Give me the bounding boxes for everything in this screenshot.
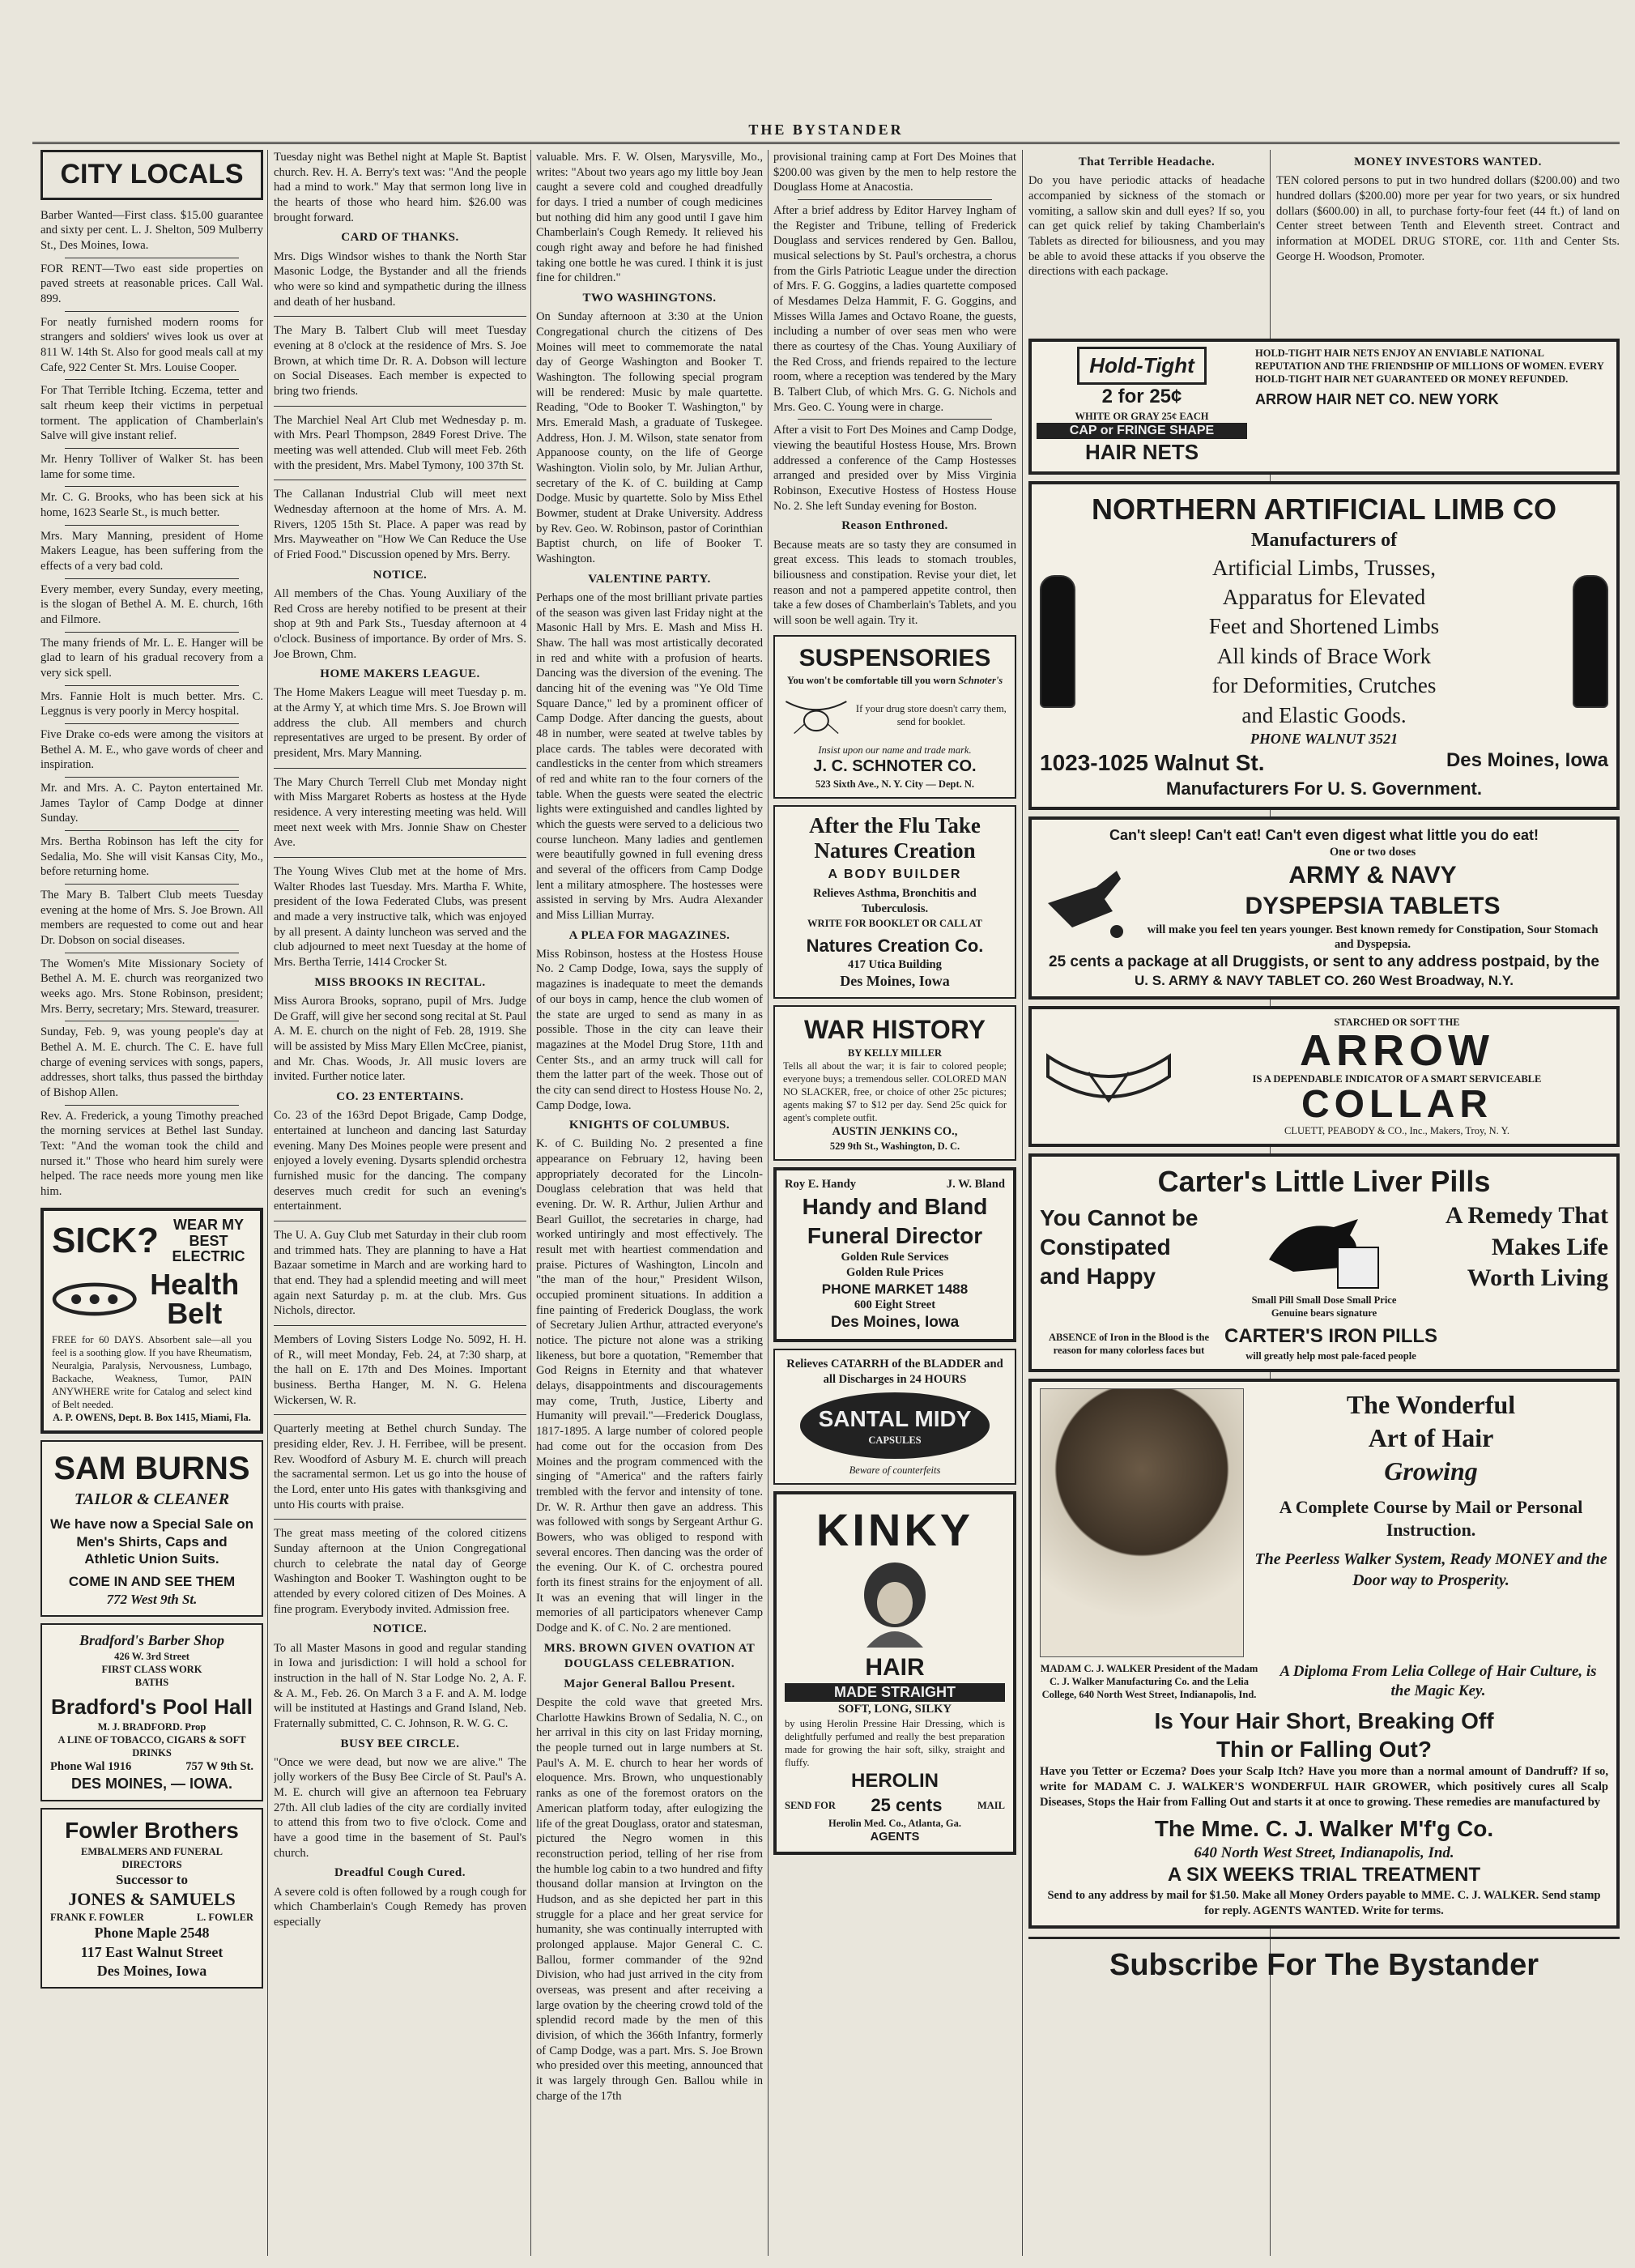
susp-sub: You won't be comfortable till you worn (786, 675, 956, 687)
army-title: ARMY & NAVY (1288, 861, 1457, 889)
northern-limb-ad (1028, 481, 1620, 810)
kinky-made: MADE STRAIGHT (785, 1683, 1005, 1702)
belt-title: SICK? (52, 1221, 159, 1261)
limb-sub: Manufacturers of (1250, 529, 1398, 551)
reason-heading: Reason Enthroned. (841, 519, 948, 533)
holdtight-text: HOLD-TIGHT HAIR NETS ENJOY AN ENVIABLE NATIONAL REPUTATION AND THE FRIENDSHIP OF MILLIONS OF WOMEN. EVERY HOLD-TIGHT HAIR NET GUARANTEED OR MONEY REFUNDED. (1255, 347, 1604, 385)
city-locals-header: CITY LOCALS (40, 150, 263, 200)
war-history-ad (773, 1005, 1016, 1161)
walker-address: 640 North West Street, Indianapolis, Ind. (1194, 1844, 1454, 1862)
limb-mfr: Manufacturers For U. S. Government. (1166, 778, 1482, 799)
article-text: The great mass meeting of the colored citizens Sunday afternoon at the Union Congregational church to celebrate the natal day of George Washington and Booker T. Washington ought to be attended by every colored citizen of Des Moines. A fine program. Everybody invited. Admission free. (274, 1527, 526, 1616)
divider (274, 1414, 526, 1415)
holdtight-price: 2 for 25¢ (1101, 386, 1182, 408)
war-author: BY KELLY MILLER (847, 1047, 942, 1059)
carter-right-2: Makes Life (1491, 1233, 1608, 1260)
article-text: "Once we were dead, but now we are alive." The jolly workers of the Busy Bee Circle of St. Paul's A. M. E. church will give an afternoon tea February 27th. All club ladies of the city are cordially invited to attend this from two to five o'clock. Come and have a good time in the basement of St. Paul's church. (274, 1755, 526, 1860)
limb-line-3: Feet and Shortened Limbs (1208, 614, 1440, 639)
natures-creation-ad (773, 805, 1016, 1000)
divider (798, 199, 992, 200)
funeral-director-ad (773, 1167, 1016, 1342)
holdtight-white: WHITE OR GRAY 25¢ EACH (1075, 410, 1209, 422)
susp-insist: Insist upon our name and trade mark. (818, 744, 972, 757)
article-heading: Dreadful Cough Cured. (334, 1866, 466, 1880)
local-item: After a visit to Fort Des Moines and Camp Dodge, viewing the beautiful Hostess House, Mrs. Brown addressed a conference of the Camp Hostesses arranged and presided over by Miss Virginia Robinson, Executive Hostess of Hostess House No. 2. She left Sunday evening for Boston. (773, 424, 1016, 513)
column-5-top (1028, 150, 1265, 336)
divider (65, 578, 239, 579)
santal-top: Relieves CATARRH of the BLADDER and all Discharges in 24 HOURS (786, 1358, 1003, 1387)
article-heading: MISS BROOKS IN RECITAL. (314, 975, 486, 989)
article-text: A severe cold is often followed by a rough cough for which Chamberlain's Cough Remedy has proven especially (274, 1885, 526, 1929)
war-address: 529 9th St., Washington, D. C. (829, 1140, 960, 1153)
santal-caps: CAPSULES (868, 1434, 922, 1446)
limb-line-5: for Deformities, Crutches (1211, 673, 1437, 698)
column-2-articles (274, 150, 526, 1930)
kinky-title: KINKY (815, 1503, 974, 1555)
walker-q1: Is Your Hair Short, Breaking Off (1154, 1707, 1494, 1733)
local-item: Mr. C. G. Brooks, who has been sick at his home, 1623 Searle St., is much better. (40, 491, 263, 519)
article-text: Co. 23 of the 163rd Depot Brigade, Camp Dodge, entertained at luncheon and dancing last Saturday evening. Many Des Moines people were present and enjoyed a lovely evening. Dysarts splendid orchestra furnished music for the dancing. The company deserves much credit for such an evening's entertainment. (274, 1109, 526, 1213)
local-item: Every member, every Sunday, every meeting, is the slogan of Bethel A. M. E. church, 16th and Filmore. (40, 582, 263, 626)
artificial-leg-icon (1573, 575, 1608, 708)
limb-line-2: Apparatus for Elevated (1222, 584, 1426, 609)
article-heading: MRS. BROWN GIVEN OVATION AT DOUGLASS CELEBRATION. (543, 1641, 756, 1670)
sam-burns-ad (40, 1440, 263, 1617)
bradford-prop: M. J. BRADFORD. Prop (97, 1721, 207, 1733)
article-text: On Sunday afternoon at 3:30 at the Union Congregational church the citizens of Des Moines will meet to commemorate the natal day of George Washington and Booker T. Washington. The following special program will be rendered: Music by male quartette. Reading, "Ode to Booker T. Washington," by Mrs. Emerald Mash, a graduate of Tuskegee. Address, Hon. J. M. Wilson, state senator from Appanoose county, on the life of George Washington. Violin solo, by Mr. Julian Arthur, secretary of the K. of C. building at Camp Dodge. Music by quartette. Solo by Miss Ethel Bowmer, student at Drake University. Address by Rev. Geo. W. Robinson, pastor of Corinthian Baptist church, on life of Booker T. Washington. (536, 310, 763, 565)
right-ads (1028, 332, 1620, 2260)
army-title-2: DYSPEPSIA TABLETS (1245, 893, 1501, 920)
kinky-mail: MAIL (977, 1799, 1005, 1811)
arrow-maker: CLUETT, PEABODY & CO., Inc., Makers, Troy, N. Y. (1284, 1125, 1509, 1137)
local-item: FOR RENT—Two east side properties on paved streets at reasonable prices. Call Wal. 899. (40, 262, 263, 305)
bradford-line3: A LINE OF TOBACCO, CIGARS & SOFT DRINKS (57, 1734, 246, 1759)
article-heading: BUSY BEE CIRCLE. (340, 1737, 460, 1750)
column-rule (267, 150, 268, 2256)
susp-note: If your drug store doesn't carry them, send for booklet. (855, 703, 1007, 728)
susp-address: 523 Sixth Ave., N. Y. City — Dept. N. (815, 778, 975, 790)
article-text: Tuesday night was Bethel night at Maple St. Baptist church. Rev. H. A. Berry's text was: "And the people had a mind to work." May that sermon long live in the hearts of those who heard him. $26.00 was brought forward. (274, 151, 526, 224)
column-4 (773, 150, 1016, 2256)
walker-body: Have you Tetter or Eczema? Does your Scalp Itch? Have you more than a normal amount of Dandruff? If so, write for MADAM C. J. WALKER'S WONDERFUL HAIR GROWER, which positively cures all Scalp Diseases, Stops the Hair from Falling Out and starts it at once to growing. These remedies are manufactured by (1040, 1765, 1608, 1809)
arrow-collar: COLLAR (1301, 1083, 1492, 1127)
article-text: The Marchiel Neal Art Club met Wednesday p. m. with Mrs. Pearl Thompson, 2849 Forest Drive. The meeting was well attended. Club will meet Feb. 26th with the president, Mrs. Mabel Tymony, 100 37th St. (274, 413, 526, 472)
susp-brand: Schnoter's (958, 675, 1003, 687)
natures-sub: A BODY BUILDER (828, 867, 962, 881)
column-2 (274, 150, 526, 2256)
fowler-partner-2: L. FOWLER (196, 1912, 253, 1924)
divider (798, 419, 992, 420)
article-text: Miss Robinson, hostess at the Hostess House No. 2 Camp Dodge, Iowa, says the supply of magazines is inadequate to meet the demands of our boys in camp, hence the club women of the state are urged to send as many in as possible. Those in the city can leave their magazines at the Model Drug Store, 11th and Center Sts., and an army truck will call for them the latter part of the week. Those out of the city can send direct to Hostess House No. 2, Camp Dodge, Iowa. (536, 947, 763, 1112)
walker-caption: MADAM C. J. WALKER President of the Madam C. J. Walker Manufacturing Co. and the Lelia College, 640 North West Street, Indianapolis, Ind. (1040, 1663, 1258, 1701)
holdtight-maker: ARROW HAIR NET CO. NEW YORK (1255, 391, 1499, 407)
article-heading: NOTICE. (373, 1622, 428, 1636)
kinky-price: 25 cents (871, 1794, 943, 1815)
walker-trial: A SIX WEEKS TRIAL TREATMENT (1167, 1864, 1481, 1886)
article-text: Mrs. Digs Windsor wishes to thank the North Star Masonic Lodge, the Bystander and all the friends who were so kind and sympathetic during the illness and death of her husband. (274, 249, 526, 309)
divider (65, 884, 239, 885)
carter-left-3: and Happy (1040, 1263, 1156, 1289)
divider (65, 379, 239, 380)
divider (274, 316, 526, 317)
article-text: To all Master Masons in good and regular standing in Iowa and jurisdiction: I will hold a school for instruction in the hall of N. Star Lodge No. 2, A. F. & A. M., Feb. 26. On March 3 a F. and A. M. lodge will be instituted at Hastings and Grand Island, Neb. Fraternally submitted, C. C. Johnson, R. W. G. C. (274, 1641, 526, 1730)
holdtight-logo: Hold-Tight (1077, 347, 1206, 385)
natures-company: Natures Creation Co. (806, 935, 984, 956)
carters-ad (1028, 1153, 1620, 1372)
article-heading: TWO WASHINGTONS. (582, 292, 717, 305)
natures-address: 417 Utica Building (848, 957, 942, 971)
local-item: For neatly furnished modern rooms for strangers and soldiers' wives look us over at 811 W. 14th St. Also for good meals call at my Cafe, 922 Center St. Mrs. Louise Cooper. (40, 315, 263, 374)
local-item: Mrs. Fannie Holt is much better. Mrs. C. Leggnus is very poorly in Mercy hospital. (40, 689, 263, 718)
limb-line-1: Artificial Limbs, Trusses, (1211, 555, 1436, 580)
local-item: For That Terrible Itching. Eczema, tetter and salt rheum keep their victims in perpetual torment. The application of Chamberlain's Salve will give instant relief. (40, 384, 263, 443)
local-item: Mrs. Bertha Robinson has left the city for Sedalia, Mo. She will visit Kansas City, Mo., before returning home. (40, 835, 263, 879)
hold-tight-ad (1028, 339, 1620, 475)
divider (65, 1105, 239, 1106)
burns-cta: COME IN AND SEE THEM (68, 1574, 236, 1590)
hand-icon (1040, 855, 1129, 944)
burns-name: SAM BURNS (53, 1451, 250, 1487)
article-text: valuable. Mrs. F. W. Olsen, Marysville, Mo., writes: "About two years ago my little boy Jean caught a severe cold and coughed dreadfully for days. I tried a number of cough medicines but nothing did him any good until I gave him Chamberlain's Cough Remedy. It relieved his cough right away and before he had finished taking one bottle he was cured. I think it is just fine for children." (536, 151, 763, 285)
natures-title: After the Flu Take Natures Creation (809, 812, 981, 863)
funeral-phone: PHONE MARKET 1488 (821, 1281, 969, 1297)
carter-small: Small Pill Small Dose Small Price (1251, 1294, 1397, 1307)
burns-address: 772 West 9th St. (106, 1591, 198, 1607)
fowler-city: Des Moines, Iowa (96, 1962, 207, 1979)
susp-title: SUSPENSORIES (798, 644, 991, 671)
article-text: The U. A. Guy Club met Saturday in their club room and trimmed hats. They are planning to have a Hat Bazaar sometime in March and are working hard to that end. They had a splendid meeting and will meet again next Saturday p. m. at the club. Mrs. Gus Nichols, director. (274, 1228, 526, 1318)
bradford-phone: Phone Wal 1916 (50, 1760, 132, 1774)
bradford-ad (40, 1623, 263, 1801)
article-heading: KNIGHTS OF COLUMBUS. (568, 1119, 730, 1132)
reason-text: Because meats are so tasty they are consumed in great excess. This leads to stomach troubles, biliousness and constipation. Revise your diet, let reason and not a pampered appetite control, then take a few doses of Chamberlain's Tablets, and you will soon be well again. Try it. (773, 538, 1016, 627)
kinky-agents: AGENTS (870, 1830, 920, 1844)
walker-course: A Complete Course by Mail or Personal Instruction. (1279, 1496, 1583, 1541)
walker-company: The Mme. C. J. Walker M'f'g Co. (1154, 1816, 1494, 1842)
article-heading: Major General Ballou Present. (564, 1677, 735, 1690)
woman-portrait-icon (846, 1558, 943, 1648)
kinky-hair-ad (773, 1491, 1016, 1855)
war-title: WAR HISTORY (803, 1015, 986, 1045)
kinky-hair: HAIR (865, 1653, 925, 1681)
divider (274, 1325, 526, 1326)
war-body: Tells all about the war; it is fair to colored people; everyone buys; a tremendous seller. COLORED MAN NO SLACKER, free, or choice of other 25c pictures; agents making $7 to $12 per day. Send 25c quick for agent's complete outfit. (783, 1060, 1007, 1124)
walker-q2: Thin or Falling Out? (1216, 1737, 1432, 1763)
burns-body: We have now a Special Sale on Men's Shirts, Caps and Athletic Union Suits. (50, 1516, 253, 1567)
fowler-phone: Phone Maple 2548 (94, 1925, 210, 1942)
kinky-soft: SOFT, LONG, SILKY (837, 1703, 952, 1716)
belt-body: FREE for 60 DAYS. Absorbent sale—all you feel is a soothing glow. If you have Rheumatism, Neuralgia, Paralysis, Nervousness, Lumbago, Backache, Weakness, Tumor, PAIN ANYWHERE write for Catalog and select kind of Belt needed. (52, 1334, 252, 1411)
carter-right-3: Worth Living (1467, 1264, 1608, 1291)
article-text: The Mary B. Talbert Club will meet Tuesday evening at 8 o'clock at the residence of Mrs. S. Joe Brown, at which time Dr. R. A. Dobson will lecture on Social Diseases. Each member is expected to bring two friends. (274, 324, 526, 398)
article-text: The Young Wives Club met at the home of Mrs. Walter Rhodes last Tuesday. Mrs. Martha F. White, president of the Iowa Federated Clubs, was present and made a very instructive talk, which was enjoyed by all present. A dainty luncheon was served and the club adjourned to meet next Tuesday at the home of Mrs. Bertha Terrie, 1414 Crocker St. (274, 865, 526, 970)
fowler-succ: Successor to (116, 1871, 188, 1887)
walker-h2: Art of Hair (1368, 1422, 1494, 1452)
collar-icon (1040, 1040, 1177, 1113)
carter-right-1: A Remedy That (1445, 1202, 1608, 1230)
divider (65, 830, 239, 831)
walker-system: The Peerless Walker System, Ready MONEY and the Door way to Prosperity. (1254, 1550, 1607, 1589)
belt-sub: WEAR MY BEST ELECTRIC (172, 1216, 245, 1265)
local-item: provisional training camp at Fort Des Moines that $200.00 was given by the men to help restore the Douglass Home at Anacostia. (773, 151, 1016, 194)
kinky-send: SEND FOR (785, 1799, 836, 1811)
army-price: 25 cents a package at all Druggists, or sent to any address postpaid, by the (1049, 953, 1599, 970)
bradford-line1: FIRST CLASS WORK (101, 1663, 202, 1675)
funeral-city: Des Moines, Iowa (830, 1314, 960, 1332)
column-4-articles (773, 150, 1016, 514)
army-navy-ad (1028, 816, 1620, 1000)
kinky-company: Herolin Med. Co., Atlanta, Ga. (828, 1817, 961, 1829)
army-top: Can't sleep! Can't eat! Can't even digest what little you do eat! (1109, 827, 1539, 844)
santal-name: SANTAL MIDY (818, 1405, 972, 1431)
article-text: The Home Makers League will meet Tuesday p. m. at the Army Y, at which time Mrs. S. Joe Brown will address the club. All members and church representatives are urged to be present. By order of president, Mrs. Mary Manning. (274, 686, 526, 761)
article-text: Miss Aurora Brooks, soprano, pupil of Mrs. Judge De Graff, will give her second song recital at St. Paul A. M. E. church on the night of Feb. 28, 1919. She will be assisted by Miss Mary Ellen McCree, pianist, and Mr. Chas. Woods, Jr. All music lovers are invited. Further notice later. (274, 994, 526, 1084)
natures-city: Des Moines, Iowa (840, 973, 950, 990)
arrow-name: ARROW (1300, 1026, 1494, 1076)
article-heading: HOME MAKERS LEAGUE. (320, 667, 480, 681)
local-item: Mr. and Mrs. A. C. Payton entertained Mr. James Taylor of Camp Dodge at dinner Sunday. (40, 782, 263, 825)
divider (65, 486, 239, 487)
fowler-partner-1: FRANK F. FOWLER (50, 1912, 144, 1924)
divider (65, 632, 239, 633)
health-belt-ad (40, 1208, 263, 1434)
walker-diploma: A Diploma From Lelia College of Hair Culture, is the Magic Key. (1279, 1663, 1597, 1700)
headache-text: Do you have periodic attacks of headache accompanied by sickness of the stomach or vomiting, a sallow skin and dull eyes? If so, you can get quick relief by taking Chamberlain's Tablets as directed for biliousness, and you may be able to avoid these attacks if you observe the directions with each package. (1028, 174, 1265, 279)
local-item: The many friends of Mr. L. E. Hanger will be glad to learn of his gradual recovery from a very sick spell. (40, 636, 263, 680)
limb-title: NORTHERN ARTIFICIAL LIMB CO (1092, 492, 1556, 526)
city-locals-list (40, 208, 263, 1200)
divider (274, 406, 526, 407)
funeral-partner-2: J. W. Bland (946, 1178, 1005, 1192)
divider (65, 448, 239, 449)
holdtight-cap: CAP or FRINGE SHAPE (1037, 423, 1247, 439)
limb-line-6: and Elastic Goods. (1241, 702, 1407, 727)
crow-icon (1261, 1203, 1382, 1292)
kinky-brand: HEROLIN (851, 1770, 939, 1793)
divider (274, 1519, 526, 1520)
masthead: THE BYSTANDER (32, 122, 1620, 144)
article-heading: NOTICE. (373, 568, 428, 582)
fowler-prev: JONES & SAMUELS (68, 1889, 236, 1910)
column-6-top (1276, 150, 1620, 336)
article-text: Members of Loving Sisters Lodge No. 5092, H. H. of R., will meet Monday, Feb. 24, at 7:30 sharp, at the hall on E. 17th and Des Moines. Important business. Bertha Hanger, M. N. G. Helena Wickersen, W. R. (274, 1332, 526, 1407)
column-rule (530, 150, 531, 2256)
santal-beware: Beware of counterfeits (849, 1464, 941, 1476)
article-text: Perhaps one of the most brilliant private parties of the season was given last Friday night at the Masonic Hall by Mrs. E. Mash and Miss H. Shaw. The hall was most artistically decorated in red and white with a profusion of hearts. Dancing was the diversion of the evening. The dancing hit of the evening was "Ye Old Time Square Dance," led by a prominent officer of Camp Dodge. After dancing the guests, about 48 in number, were seated at twelve tables by place cards. The tables were decorated with candlesticks in the center from which streamers of red and white ran to the four corners of the table. When the guests were seated the electric lights were extinguished and candles lighted by which the guests were served to a delicious two course luncheon. Many ladies and gentlemen were beautifully gowned in full evening dress and several of the officers from Camp Dodge lent a military atmosphere. The hostesses were assisted in serving by Mrs. Audra Alexander and Miss Lillian Murray. (536, 590, 763, 922)
natures-relieves: Relieves Asthma, Bronchitis and Tuberculosis. (813, 887, 977, 915)
suspensories-ad (773, 635, 1016, 799)
walker-h1: The Wonderful (1346, 1390, 1516, 1420)
suspensory-icon (783, 687, 849, 744)
fowler-address: 117 East Walnut Street (80, 1943, 224, 1960)
carter-signature: Genuine bears signature (1271, 1307, 1377, 1319)
natures-write: WRITE FOR BOOKLET OR CALL AT (807, 917, 982, 929)
article-text: All members of the Chas. Young Auxiliary of the Red Cross are hereby notified to be present at their shop at 9th and Park Sts., Tuesday afternoon at 4 o'clock. Business of importance. By order of Mrs. S. Joe Brown, Chm. (274, 586, 526, 661)
bradford-address2: 757 W 9th St. (185, 1760, 253, 1774)
funeral-title-2: Funeral Director (807, 1222, 983, 1248)
money-heading: MONEY INVESTORS WANTED. (1354, 156, 1542, 168)
article-heading: A PLEA FOR MAGAZINES. (568, 928, 730, 942)
bradford-address: 426 W. 3rd Street (114, 1650, 189, 1662)
article-text: Despite the cold wave that greeted Mrs. Charlotte Hawkins Brown of Sedalia, N. C., on her arrival in this city on last Friday morning, the people turned out in large numbers at St. Paul's A. M. E. church to hear her words of eloquence. Mrs. Brown, who unquestionably ranks as one of the foremost orators on the American platform today, after eulogizing the life of the great Douglass, orator and statesman, pictured the Negro women in this reconstruction period, telling of her rise from the humble log cabin to a two hundred and fifty thousand dollar mansion at Irvington on the Hudson, and as she depicted her part in this struggle for a place and her great service for humanity, she was continually interrupted with prolonged applause. Major General C. C. Ballou, former commander of the 92nd Division, who had just arrived in the city from overseas, was present and after receiving a large ovation by the cheering crowd told of the splendid record made by the men of this division, of which the 366th Infantry, formerly of Camp Dodge, was a part. Mrs. S. Joe Brown who presided over this meeting, announced that it was largely through Gen. Ballou while in charge of the 17th (536, 1696, 763, 2103)
fowler-ad (40, 1808, 263, 1989)
limb-city: Des Moines, Iowa (1446, 749, 1608, 772)
local-item: The Women's Mite Missionary Society of Bethel A. M. E. church was reorganized two weeks ago. Mrs. Stone Robinson, president; Mrs. Berry, secretary; Mrs. Steward, treasurer. (40, 957, 263, 1016)
article-text: Quarterly meeting at Bethel church Sunday. The presiding elder, Rev. J. H. Ferribee, will be present. Rev. Woodford of Asbury M. E. church will preach the sacramental sermon. Let us go into the house of the Lord, enter unto His gates with thanksgiving and unto His courts with praise. (274, 1422, 526, 1511)
fowler-name: Fowler Brothers (65, 1817, 239, 1843)
carter-left-1: You Cannot be (1040, 1204, 1199, 1230)
subscribe-banner: Subscribe For The Bystander (1028, 1937, 1620, 1985)
burns-trade: TAILOR & CLEANER (74, 1490, 230, 1509)
bradford-city: DES MOINES, — IOWA. (70, 1775, 233, 1792)
article-text: K. of C. Building No. 2 presented a fine appearance on February 12, having been appropriately decorated for the Lincoln-Douglass celebration that was held that evening. Dr. W. R. Arthur, Julien Arthur and Bearl Guillot, the secretaries in charge, had worked untiringly and most effectively. The result met with heartiest commendation and praise. Pictures of Washington, Lincoln and "the man of the hour," President Wilson, occupied prominent situations. In addition a fine painting of Frederick Douglass, the work of Secretary Julien Arthur, attracted everyone's notice. The picture not alone was a striking likeness, but bore a quotation, "Remember that God Reigns in Eternity and that whatever delays, disappointments and discouragements may come, Truth, Justice, Liberty and Humanity will prevail."—Frederick Douglass, 1817-1895. A large number of colored people had come out for the occasion from Des Moines and the program commenced with the singing of "America" and the rafters fairly trembled with the fervor and intensity of tone. Dr. W. R. Arthur then gave an address. This was followed with songs by Sergeant Arthur G. Bowers, who was obliged to respond with several encores. Then dancing was the order of the evening. Our K. of C. orchestra poured forth its finest strains for the enjoyment of all. It was an evening that will linger in the memories of all participators whenever Camp Dodge and K. of C. No. 2 are mentioned. (536, 1137, 763, 1635)
arrow-collar-ad (1028, 1006, 1620, 1147)
article-text: The Callanan Industrial Club will meet next Wednesday afternoon at the home of Mrs. A. M. Rivers, 1205 15th St. Place. A paper was read by Mrs. Mayweather on "How We Can Reduce the Use of Fried Food." Discussion opened by Mrs. Berry. (274, 488, 526, 561)
holdtight-nets: HAIR NETS (1084, 440, 1199, 465)
army-company: U. S. ARMY & NAVY TABLET CO. 260 West Broadway, N.Y. (1135, 973, 1514, 989)
funeral-line-2: Golden Rule Prices (846, 1266, 943, 1280)
column-rule (768, 150, 769, 2256)
belt-icon (52, 1275, 137, 1324)
walker-h3: Growing (1384, 1456, 1478, 1486)
kinky-body: by using Herolin Pressine Hair Dressing, which is delightfully perfumed and really the best preparation made for growing the hair soft, silky, straight and fluffy. (785, 1718, 1005, 1769)
local-item: Five Drake co-eds were among the visitors at Bethel A. M. E., who gave words of cheer and inspiration. (40, 728, 263, 772)
column-3 (536, 150, 763, 2256)
madam-walker-portrait (1040, 1388, 1244, 1657)
local-item: Mr. Henry Tolliver of Walker St. has been lame for some time. (40, 452, 263, 481)
local-item: Mrs. Mary Manning, president of Home Makers League, has been suffering from the effects of a very bad cold. (40, 529, 263, 573)
divider (274, 768, 526, 769)
limb-address: 1023-1025 Walnut St. (1040, 750, 1265, 776)
carter-absence: ABSENCE of Iron in the Blood is the reason for many colorless faces but (1048, 1331, 1210, 1356)
funeral-title: Handy and Bland (802, 1193, 988, 1219)
divider (65, 777, 239, 778)
column-3-articles (536, 150, 763, 2104)
arrow-indicator: IS A DEPENDABLE INDICATOR OF A SMART SERVICEABLE (1252, 1073, 1542, 1085)
carter-iron: CARTER'S IRON PILLS (1224, 1325, 1438, 1348)
funeral-line-1: Golden Rule Services (841, 1251, 949, 1264)
war-company: AUSTIN JENKINS CO., (832, 1125, 958, 1139)
article-text: The Mary Church Terrell Club met Monday night with Miss Margaret Roberts as hostess at the Hyde residence. A very interesting meeting was held. Will meet next week with Mrs. Jonnie Shaw on Chester Ave. (274, 775, 526, 850)
susp-company: J. C. SCHNOTER CO. (813, 757, 977, 776)
funeral-partner-1: Roy E. Handy (785, 1178, 856, 1192)
local-item: Rev. A. Frederick, a young Timothy preached the morning services at Bethel last Sunday. Text: "And the woman took the child and nursed it." Those who heard him surely were helped. The race needs more young men like him. (40, 1109, 263, 1199)
limb-line-4: All kinds of Brace Work (1216, 643, 1432, 668)
carter-title: Carter's Little Liver Pills (1157, 1165, 1491, 1199)
local-item: Barber Wanted—First class. $15.00 guarantee and sixty per cent. L. J. Shelton, 509 Mulberry St., Des Moines, Iowa. (40, 208, 263, 252)
army-one: One or two doses (1329, 846, 1416, 859)
fowler-sub: EMBALMERS AND FUNERAL DIRECTORS (80, 1845, 223, 1870)
money-text: TEN colored persons to put in two hundred dollars ($200.00) and two hundred dollars ($200.00) more per year for two years, or six hundred dollars ($600.00) in all, to purchase forty-four feet (44 ft.) of land on Center street between Tenth and Eleventh street. Contract and information at MODEL DRUG STORE, cor. 11th and Center Sts. George H. Woodson, Promoter. (1276, 174, 1620, 263)
artificial-leg-icon (1040, 575, 1075, 708)
carter-iron-2: will greatly help most pale-faced people (1245, 1350, 1416, 1362)
local-item: After a brief address by Editor Harvey Ingham of the Register and Tribune, telling of Frederick Douglass and services rendered by Gen. Ballou, musical selections by St. Paul's orchestra, a chorus from the Girls Patriotic League under the direction of Mrs. F. G. Goggins, a ladies quartette composed of Mesdames Delza Hammit, F. G. Goggins, and Misses Willa James and Octavo Roane, the guests, including a number of over seas men who were there as courtesy of the Chas. Young Auxiliary of the Red Cross, and friends repaired to the lecture room, where a reception was tendered by the Mary B. Talbert Club, of which Mrs. G. G. Nichols and Mrs. Geo. C. Young were in charge. (773, 204, 1016, 414)
bradford-name: Bradford's Barber Shop (79, 1631, 225, 1648)
arrow-top: STARCHED OR SOFT THE (1334, 1017, 1460, 1029)
divider (65, 311, 239, 312)
column-1 (40, 150, 263, 2256)
army-body: will make you feel ten years younger. Best known remedy for Constipation, Sour Stomach and Dyspepsia. (1147, 923, 1599, 952)
funeral-address: 600 Eight Street (854, 1298, 936, 1312)
belt-address: A. P. OWENS, Dept. B. Box 1415, Miami, Fla. (53, 1412, 251, 1424)
divider (65, 685, 239, 686)
divider (274, 857, 526, 858)
divider (65, 525, 239, 526)
divider (65, 723, 239, 724)
walker-ad (1028, 1379, 1620, 1929)
article-heading: CO. 23 ENTERTAINS. (336, 1090, 464, 1104)
article-heading: VALENTINE PARTY. (588, 572, 711, 586)
local-item: The Mary B. Talbert Club meets Tuesday evening at the home of Mrs. S. Joe Brown. All members are requested to come out and hear Dr. Dobson on social diseases. (40, 889, 263, 948)
local-item: Sunday, Feb. 9, was young people's day at Bethel A. M. E. church. The C. E. have full charge of evening services with songs, papers, addresses, short talks, thus passed the birthday of Bishop Allen. (40, 1025, 263, 1100)
bradford-pool: Bradford's Pool Hall (51, 1694, 253, 1719)
carter-left-2: Constipated (1040, 1234, 1171, 1260)
santal-midy-ad (773, 1349, 1016, 1484)
walker-send: Send to any address by mail for $1.50. Make all Money Orders payable to MME. C. J. WALKER. Send stamp for reply. AGENTS WANTED. Write for terms. (1047, 1889, 1601, 1917)
article-heading: CARD OF THANKS. (341, 231, 459, 245)
headache-heading: That Terrible Headache. (1078, 156, 1216, 168)
limb-phone: PHONE WALNUT 3521 (1250, 731, 1399, 748)
belt-name: Health Belt (150, 1268, 240, 1331)
column-rule (1022, 150, 1023, 2256)
bradford-line2: BATHS (134, 1676, 169, 1688)
